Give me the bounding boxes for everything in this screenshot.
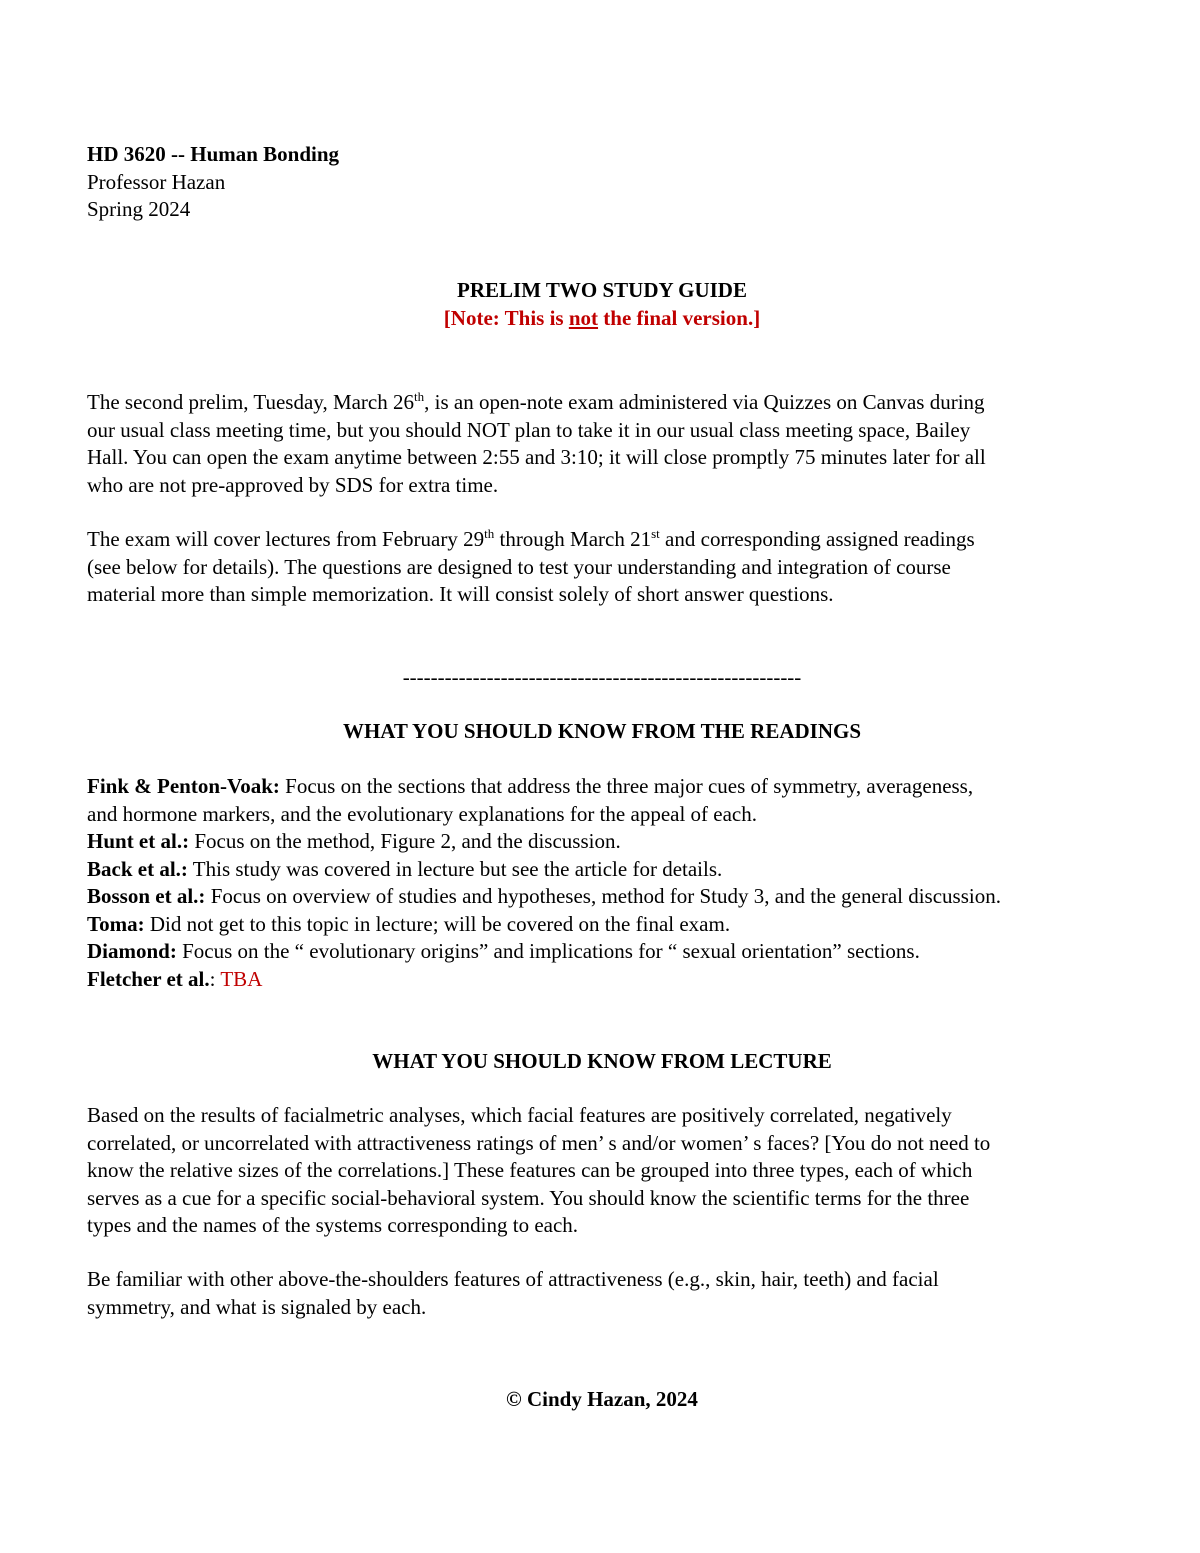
reading-item-fink-cont: and hormone markers, and the evolutionary explanations for the appeal of each. [87, 801, 758, 826]
header-block [87, 141, 1117, 224]
readings-list [87, 773, 1117, 993]
text-line: who are not pre-approved by SDS for extra time. [87, 472, 499, 497]
note-not: not [568, 305, 599, 330]
lecture-heading-block [87, 1048, 1117, 1076]
version-note [87, 305, 1117, 333]
text-line: Based on the results of facialmetric analyses, which facial features are positively correlated, negatively [87, 1103, 952, 1127]
superscript: st [651, 526, 660, 541]
note-open: [Note: This is [443, 305, 569, 330]
reading-label: Hunt et al.: [87, 829, 190, 853]
text-line: Hall. You can open the exam anytime between 2:55 and 3:10; it will close promptly 75 minutes later for all [87, 445, 986, 469]
reading-text: : [209, 966, 221, 991]
reading-text: Focus on the “ evolutionary origins” and implications for “ sexual orientation” sections. [176, 939, 920, 963]
text-line: Be familiar with other above-the-shoulders features of attractiveness (e.g., skin, hair, teeth) and facial [87, 1267, 939, 1291]
reading-label: Fink & Penton-Voak: [87, 774, 280, 798]
reading-item-toma [87, 911, 1117, 939]
reading-text: Focus on overview of studies and hypotheses, method for Study 3, and the general discussion. [205, 884, 1001, 908]
reading-item-diamond [87, 938, 1117, 966]
reading-label: Bosson et al.: [87, 884, 206, 908]
course-title: HD 3620 -- Human Bonding [87, 142, 340, 166]
reading-label: Toma: [87, 911, 145, 936]
reading-item-bosson [87, 883, 1117, 911]
reading-item-fink [87, 773, 1117, 801]
text-line: correlated, or uncorrelated with attractiveness ratings of men’ s and/or women’ s faces? [You do not need to [87, 1130, 991, 1155]
reading-item-fletcher [87, 966, 1117, 994]
reading-item-back [87, 856, 1117, 884]
reading-label: Back et al.: [87, 856, 188, 881]
lecture-paragraph-2 [87, 1266, 1117, 1321]
intro-paragraph-1 [87, 389, 1117, 499]
reading-text: Focus on the method, Figure 2, and the discussion. [189, 829, 621, 853]
text-line [87, 389, 1117, 417]
text-line: (see below for details). The questions are designed to test your understanding and integration of course [87, 554, 951, 579]
text-line: material more than simple memorization. It will consist solely of short answer questions. [87, 582, 834, 606]
text-run: , is an open-note exam administered via Quizzes on Canvas during [424, 390, 985, 414]
lecture-paragraph-1 [87, 1102, 1117, 1240]
superscript: th [414, 389, 425, 404]
intro-paragraph-2 [87, 526, 1117, 609]
reading-text: Did not get to this topic in lecture; will be covered on the final exam. [144, 911, 731, 936]
reading-label: Diamond: [87, 939, 177, 963]
section-divider [87, 664, 1117, 692]
professor-name: Professor Hazan [87, 169, 226, 194]
text-line: symmetry, and what is signaled by each. [87, 1294, 427, 1319]
text-line: know the relative sizes of the correlations.] These features can be grouped into three types, each of which [87, 1158, 973, 1182]
reading-label: Fletcher et al. [87, 966, 210, 991]
copyright-notice: © Cindy Hazan, 2024 [506, 1387, 698, 1411]
term: Spring 2024 [87, 197, 191, 221]
lecture-heading: WHAT YOU SHOULD KNOW FROM LECTURE [372, 1049, 832, 1073]
title-block [87, 277, 1117, 332]
text-line [87, 526, 1117, 554]
text-line: types and the names of the systems corresponding to each. [87, 1213, 579, 1237]
reading-text: Focus on the sections that address the three major cues of symmetry, averageness, [279, 774, 974, 798]
readings-heading: WHAT YOU SHOULD KNOW FROM THE READINGS [342, 719, 862, 743]
note-close: the final version.] [598, 305, 761, 330]
divider-text: --------------------------------------------------------- [402, 665, 802, 689]
text-run: and corresponding assigned readings [659, 527, 975, 551]
text-run: The second prelim, Tuesday, March 26 [87, 390, 414, 414]
readings-heading-block [87, 718, 1117, 746]
tba-label: TBA [220, 966, 263, 991]
superscript: th [484, 526, 495, 541]
document-title: PRELIM TWO STUDY GUIDE [457, 278, 747, 302]
text-run: The exam will cover lectures from February 29 [87, 527, 485, 551]
text-run: through March 21 [494, 527, 652, 551]
text-line: serves as a cue for a specific social-behavioral system. You should know the scientific terms for the three [87, 1185, 970, 1210]
text-line: our usual class meeting time, but you should NOT plan to take it in our usual class meeting space, Bailey [87, 417, 971, 442]
reading-text: This study was covered in lecture but see the article for details. [187, 856, 723, 881]
reading-item-hunt [87, 828, 1117, 856]
footer-block [87, 1386, 1117, 1414]
